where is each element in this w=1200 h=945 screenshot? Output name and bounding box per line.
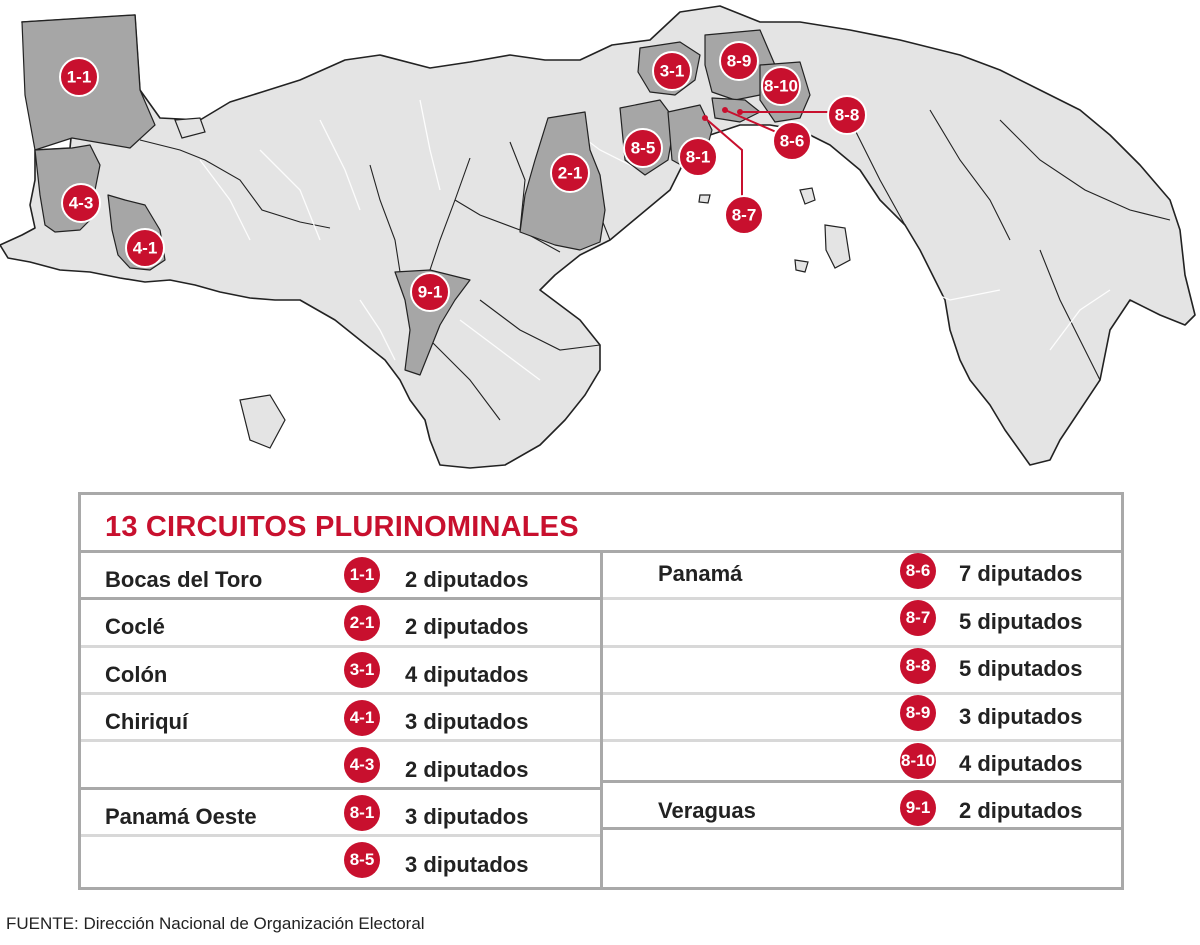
seats-label: 3 diputados — [405, 709, 529, 734]
province-label: Colón — [105, 662, 168, 687]
svg-text:8-5: 8-5 — [630, 138, 656, 158]
svg-text:8-8: 8-8 — [834, 105, 860, 125]
right-row-divider — [603, 692, 1121, 695]
map-badge-9-1 — [411, 273, 449, 311]
seats-label: 4 diputados — [959, 751, 1083, 776]
source-note: FUENTE: Dirección Nacional de Organización Electoral — [6, 914, 425, 933]
map-badge-8-7 — [725, 196, 763, 234]
leader-dot-8-6 — [722, 107, 728, 113]
seats-label: 2 diputados — [405, 567, 529, 592]
map-badge-8-8 — [828, 96, 866, 134]
svg-text:3-1: 3-1 — [659, 61, 685, 81]
svg-text:8-10: 8-10 — [763, 76, 799, 96]
circuits-table — [78, 492, 1124, 890]
seats-label: 2 diputados — [405, 614, 529, 639]
circuit-badge: 8-10 — [900, 743, 936, 779]
right-row-divider — [603, 597, 1121, 600]
map-badge-8-1 — [679, 138, 717, 176]
circuit-badge: 1-1 — [344, 557, 380, 593]
left-row-divider — [81, 597, 600, 600]
map-badge-2-1 — [551, 154, 589, 192]
circuit-badge: 3-1 — [344, 652, 380, 688]
svg-text:8-7: 8-7 — [731, 205, 757, 225]
map-badge-1-1 — [60, 58, 98, 96]
right-row-divider — [603, 827, 1121, 830]
svg-text:8-6: 8-6 — [779, 131, 805, 151]
circuit-badge: 4-3 — [344, 747, 380, 783]
province-label: Bocas del Toro — [105, 567, 263, 592]
circuit-badge: 8-7 — [900, 600, 936, 636]
seats-label: 3 diputados — [959, 704, 1083, 729]
province-label: Coclé — [105, 614, 165, 639]
map-badge-4-1 — [126, 229, 164, 267]
left-row-divider — [81, 834, 600, 837]
svg-text:9-1: 9-1 — [417, 282, 443, 302]
left-row-divider — [81, 787, 600, 790]
left-row-divider — [81, 692, 600, 695]
svg-text:4-3: 4-3 — [68, 193, 94, 213]
svg-text:4-1: 4-1 — [132, 238, 158, 258]
right-row-divider — [603, 739, 1121, 742]
circuit-badge: 8-1 — [344, 795, 380, 831]
circuit-badge: 9-1 — [900, 790, 936, 826]
map-badge-8-9 — [720, 42, 758, 80]
right-row-divider — [603, 645, 1121, 648]
province-label: Panamá — [658, 561, 743, 586]
province-label: Chiriquí — [105, 709, 189, 734]
seats-label: 5 diputados — [959, 656, 1083, 681]
seats-label: 4 diputados — [405, 662, 529, 687]
leader-dot-8-7 — [702, 115, 708, 121]
circuit-badge: 8-6 — [900, 553, 936, 589]
right-row-divider — [603, 780, 1121, 783]
leader-dot-8-8 — [737, 109, 743, 115]
seats-label: 2 diputados — [405, 757, 529, 782]
circuit-badge: 4-1 — [344, 700, 380, 736]
circuit-badge: 8-8 — [900, 648, 936, 684]
map-badge-8-10 — [762, 67, 800, 105]
table-title: 13 CIRCUITOS PLURINOMINALES — [105, 511, 579, 543]
circuit-badge: 8-5 — [344, 842, 380, 878]
seats-label: 2 diputados — [959, 798, 1083, 823]
seats-label: 3 diputados — [405, 852, 529, 877]
left-row-divider — [81, 739, 600, 742]
column-divider — [600, 550, 603, 887]
circuit-badge: 2-1 — [344, 605, 380, 641]
map-badge-8-5 — [624, 129, 662, 167]
left-row-divider — [81, 645, 600, 648]
svg-text:1-1: 1-1 — [66, 67, 92, 87]
map-badge-3-1 — [653, 52, 691, 90]
seats-label: 5 diputados — [959, 609, 1083, 634]
circuit-badge: 8-9 — [900, 695, 936, 731]
seats-label: 3 diputados — [405, 804, 529, 829]
seats-label: 7 diputados — [959, 561, 1083, 586]
svg-text:8-1: 8-1 — [685, 147, 711, 167]
svg-text:8-9: 8-9 — [726, 51, 752, 71]
province-label: Veraguas — [658, 798, 756, 823]
svg-text:2-1: 2-1 — [557, 163, 583, 183]
map-badge-4-3 — [62, 184, 100, 222]
map-badge-8-6 — [773, 122, 811, 160]
province-label: Panamá Oeste — [105, 804, 257, 829]
